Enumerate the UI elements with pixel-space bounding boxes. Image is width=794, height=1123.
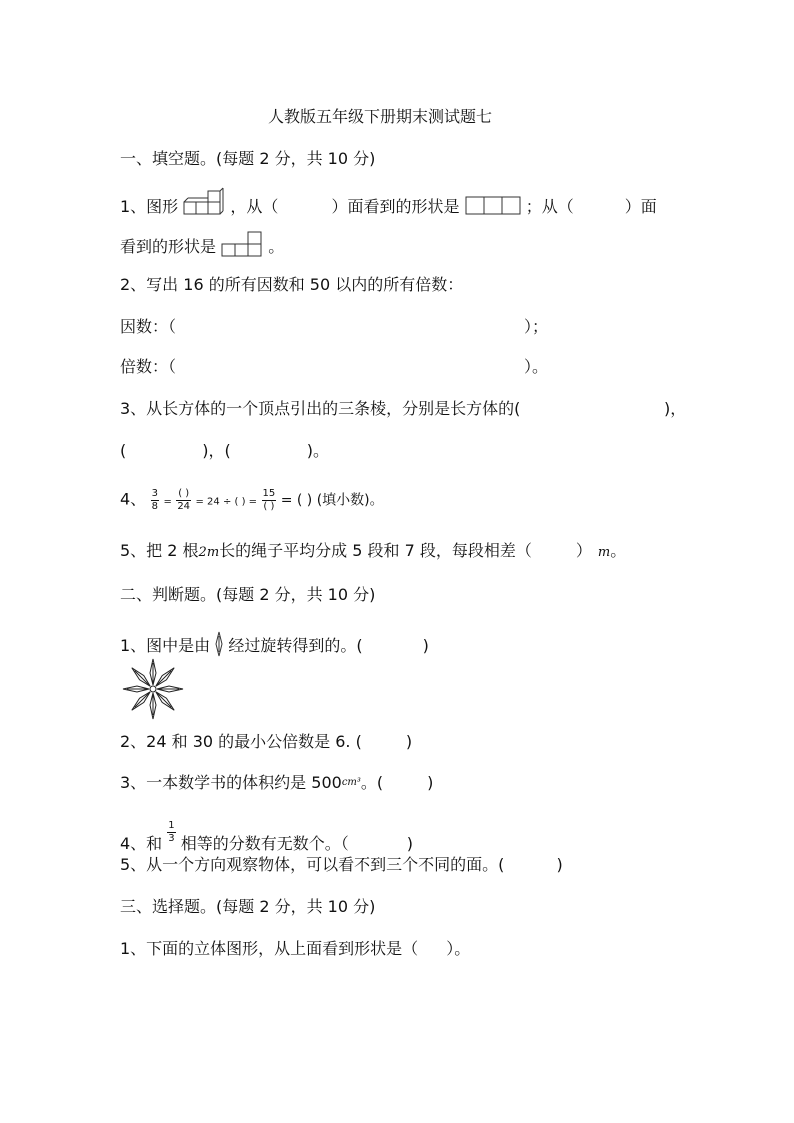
s1-q4: 4、 $\frac{3}{8}$ = $\frac{( )}{24}$ = 24 ÷ ( ) = $\frac{15}{( )}$ = ( ) (填小数)。 xyxy=(120,488,384,512)
s1-q5: 5、把 2 根2m长的绳子平均分成 5 段和 7 段，每段相差（ ） m。 xyxy=(120,541,627,560)
s1-q3-line1: 3、从长方体的一个顶点引出的三条棱，分别是长方体的( xyxy=(120,399,521,418)
fraction-3-8: $\frac{3}{8}$ xyxy=(151,488,159,512)
s1-q3-line1-end: )， xyxy=(664,399,687,418)
s1-q2-factors-end: ）； xyxy=(524,317,549,336)
section-2-heading: 二、判断题。(每题 2 分，共 10 分) xyxy=(120,585,376,604)
s1-q2-multiples-label: 倍数：（ xyxy=(120,357,177,376)
leaf-shape-icon xyxy=(215,632,223,656)
fraction-1-3: $\frac{1}{3}$ xyxy=(168,820,175,844)
s1-q1-line2: 看到的形状是 。 xyxy=(120,232,284,258)
s2-q2: 2、24 和 30 的最小公倍数是 6. ( ) xyxy=(120,732,413,751)
s1-q3-line2: ( )，( )。 xyxy=(120,441,329,460)
s1-q2-factors-label: 因数：（ xyxy=(120,317,177,336)
section-1-heading: 一、填空题。(每题 2 分，共 10 分) xyxy=(120,149,376,168)
fraction-blank-24: $\frac{( )}{24}$ xyxy=(177,488,191,512)
s1-q1-line1: 1、图形 ，从（ ）面看到的形状是 ；从（ ）面 xyxy=(120,190,657,218)
s2-q1: 1、图中是由 经过旋转得到的。( ) xyxy=(120,632,429,657)
s1-q2-text: 2、写出 16 的所有因数和 50 以内的所有倍数： xyxy=(120,275,464,294)
page-title: 人教版五年级下册期末测试题七 xyxy=(268,107,493,126)
l-shape-squares-icon xyxy=(221,232,263,258)
section-3-heading: 三、选择题。(每题 2 分，共 10 分) xyxy=(120,897,376,916)
s2-q5: 5、从一个方向观察物体，可以看不到三个不同的面。( ) xyxy=(120,855,563,874)
fraction-15-blank: $\frac{15}{( )}$ xyxy=(262,488,276,512)
s2-q4: 4、和 $\frac{1}{3}$ 相等的分数有无数个。（ ) xyxy=(120,820,414,853)
s2-q3: 3、一本数学书的体积约是 500cm³。( ) xyxy=(120,773,434,792)
star-rotation-figure-icon xyxy=(122,658,184,720)
s1-q2-multiples-end: ）。 xyxy=(524,357,549,376)
cube-figure-icon xyxy=(183,190,225,218)
three-squares-icon xyxy=(465,196,521,216)
s3-q1: 1、下面的立体图形，从上面看到形状是（ ）。 xyxy=(120,939,471,958)
